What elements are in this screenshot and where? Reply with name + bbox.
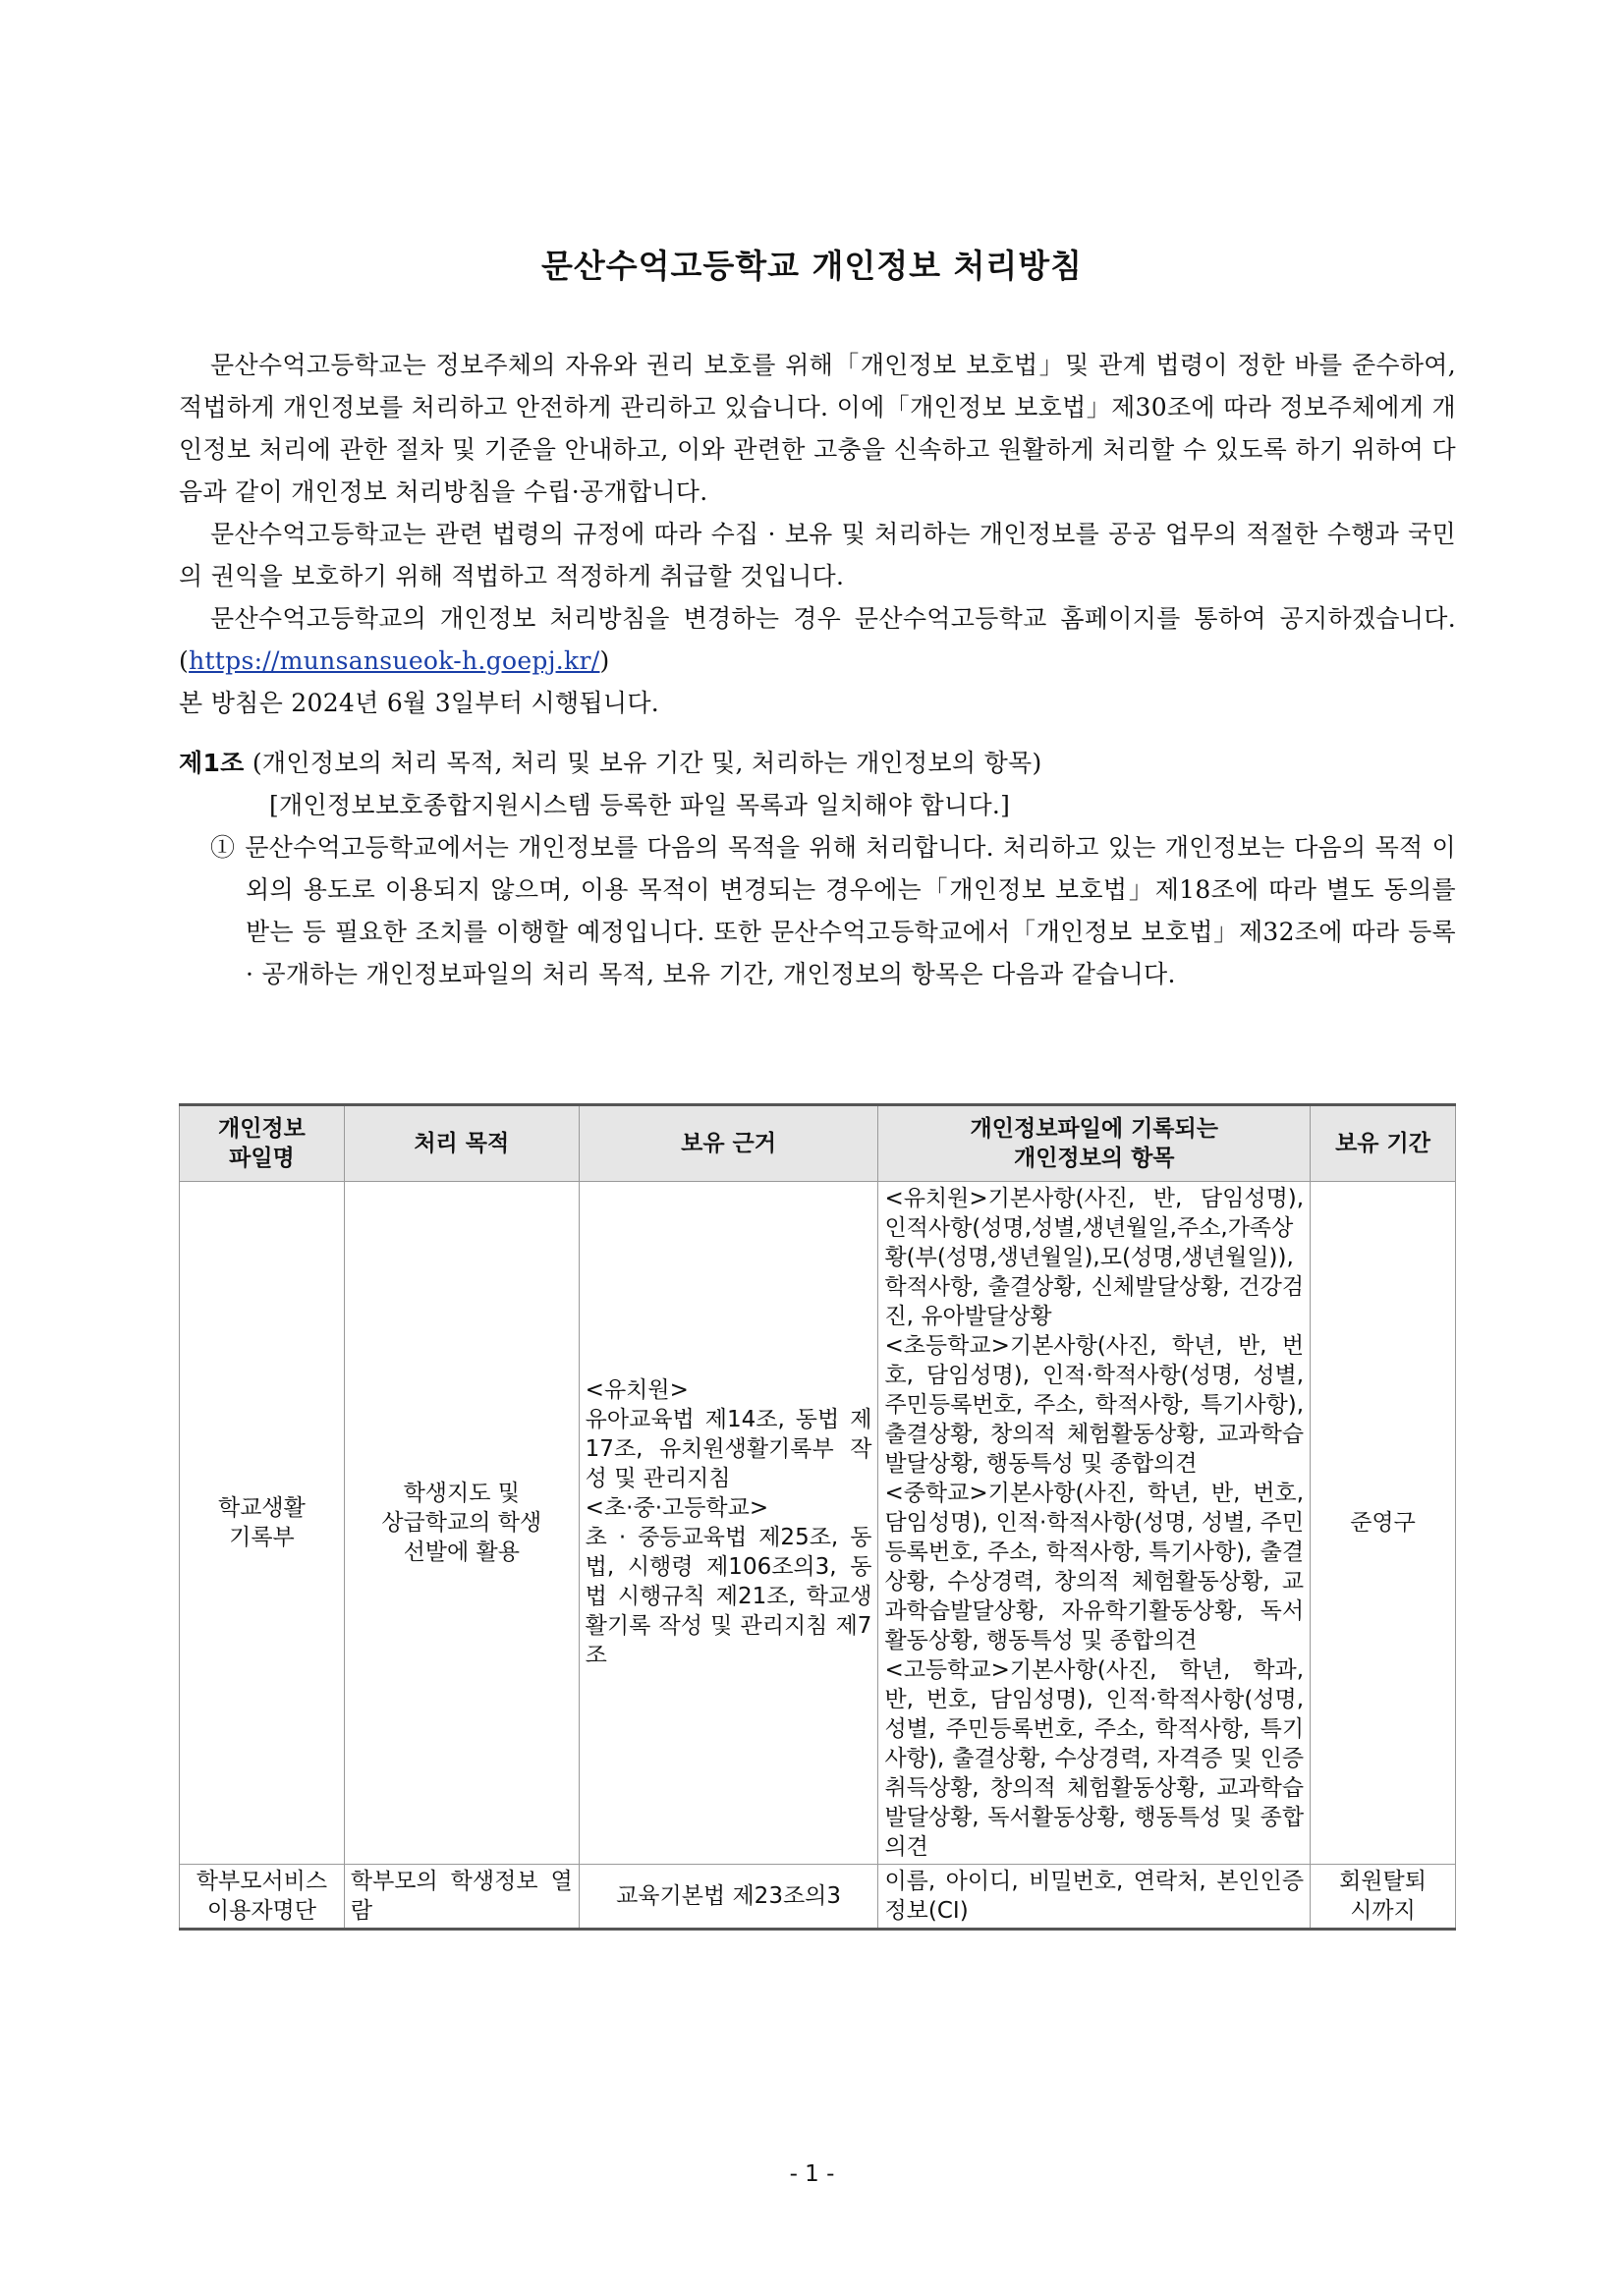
homepage-link[interactable]: https://munsansueok-h.goepj.kr/ bbox=[189, 646, 600, 675]
document-body bbox=[179, 344, 1456, 995]
cell-purpose: 학부모의 학생정보 열람 bbox=[344, 1865, 579, 1930]
header-items: 개인정보파일에 기록되는 개인정보의 항목 bbox=[878, 1105, 1311, 1182]
page-number: - 1 - bbox=[789, 2161, 835, 2187]
cell-basis: <유치원> 유아교육법 제14조, 동법 제17조, 유치원생활기록부 작성 및 관리지침 <초·중·고등학교> 초 · 중등교육법 제25조, 동법, 시행령 제106조의3, 동법 시행규칙 제21조, 학교생활기록 작성 및 관리지침 제7조 bbox=[579, 1182, 878, 1865]
header-period: 보유 기간 bbox=[1311, 1105, 1456, 1182]
article-1-label: 제1조 bbox=[179, 749, 245, 777]
cell-purpose: 학생지도 및 상급학교의 학생 선발에 활용 bbox=[344, 1182, 579, 1865]
cell-period: 회원탈퇴 시까지 bbox=[1311, 1865, 1456, 1930]
cell-items: <유치원>기본사항(사진, 반, 담임성명), 인적사항(성명,성별,생년월일,주소,가족상황(부(성명,생년월일),모(성명,생년월일)), 학적사항, 출결상황, 신체발달상황, 건강검진, 유아발달상황 <초등학교>기본사항(사진, 학년, 반, 번호, 담임성명), 인적·학적사항(성명, 성별, 주민등록번호, 주소, 학적사항, 특기사항), 출결상황, 창의적 체험활동상황, 교과학습발달상황, 행동특성 및 종합의견 <중학교>기본사항(사진, 학년, 반, 번호, 담임성명), 인적·학적사항(성명, 성별, 주민등록번호, 주소, 학적사항, 특기사항), 출결상황, 수상경력, 창의적 체험활동상황, 교과학습발달상황, 자유학기활동상황, 독서활동상황, 행동특성 및 종합의견 <고등학교>기본사항(사진, 학년, 학과, 반, 번호, 담임성명), 인적·학적사항(성명, 성별, 주민등록번호, 주소, 학적사항, 특기사항), 출결상황, 수상경력, 자격증 및 인증 취득상황, 창의적 체험활동상황, 교과학습발달상황, 독서활동상황, 행동특성 및 종합의견 bbox=[878, 1182, 1311, 1865]
notice-text-end: ) bbox=[599, 646, 610, 675]
table-row bbox=[180, 1182, 1456, 1865]
cell-file-name: 학부모서비스 이용자명단 bbox=[180, 1865, 345, 1930]
cell-file-name: 학교생활 기록부 bbox=[180, 1182, 345, 1865]
table-row bbox=[180, 1865, 1456, 1930]
article-1-title: (개인정보의 처리 목적, 처리 및 보유 기간 및, 처리하는 개인정보의 항목) bbox=[252, 749, 1042, 777]
intro-paragraph-3 bbox=[179, 597, 1456, 682]
cell-period: 준영구 bbox=[1311, 1182, 1456, 1865]
intro-paragraph-2: 문산수억고등학교는 관련 법령의 규정에 따라 수집 · 보유 및 처리하는 개인정보를 공공 업무의 적절한 수행과 국민의 권익을 보호하기 위해 적법하고 적정하게 취급할 것입니다. bbox=[179, 520, 1456, 590]
cell-items: 이름, 아이디, 비밀번호, 연락처, 본인인증정보(CI) bbox=[878, 1865, 1311, 1930]
header-file-name: 개인정보 파일명 bbox=[180, 1105, 345, 1182]
notice-text: 문산수억고등학교의 개인정보 처리방침을 변경하는 경우 문산수억고등학교 홈페이지를 통하여 공지하겠습니다.( bbox=[179, 604, 1456, 675]
intro-paragraph-1: 문산수억고등학교는 정보주체의 자유와 권리 보호를 위해「개인정보 보호법」및 관계 법령이 정한 바를 준수하여, 적법하게 개인정보를 처리하고 안전하게 관리하고 있습니다. 이에「개인정보 보호법」제30조에 따라 정보주체에게 개인정보 처리에 관한 절차 및 기준을 안내하고, 이와 관련한 고충을 신속하고 원활하게 처리할 수 있도록 하기 위하여 다음과 같이 개인정보 처리방침을 수립·공개합니다. bbox=[179, 351, 1456, 506]
header-basis: 보유 근거 bbox=[579, 1105, 878, 1182]
table-header-row bbox=[180, 1105, 1456, 1182]
personal-info-file-table bbox=[179, 1103, 1456, 1931]
header-purpose: 처리 목적 bbox=[344, 1105, 579, 1182]
article-1-item-1: ① 문산수억고등학교에서는 개인정보를 다음의 목적을 위해 처리합니다. 처리하고 있는 개인정보는 다음의 목적 이외의 용도로 이용되지 않으며, 이용 목적이 변경되는 경우에는「개인정보 보호법」제18조에 따라 별도 동의를 받는 등 필요한 조치를 이행할 예정입니다. 또한 문산수억고등학교에서「개인정보 보호법」제32조에 따라 등록 · 공개하는 개인정보파일의 처리 목적, 보유 기간, 개인정보의 항목은 다음과 같습니다. bbox=[210, 833, 1456, 988]
cell-basis: 교육기본법 제23조의3 bbox=[579, 1865, 878, 1930]
page-title: 문산수억고등학교 개인정보 처리방침 bbox=[540, 247, 1084, 285]
article-1-note: [개인정보보호종합지원시스템 등록한 파일 목록과 일치해야 합니다.] bbox=[269, 791, 1011, 819]
article-1-heading bbox=[179, 742, 1456, 784]
effective-date: 본 방침은 2024년 6월 3일부터 시행됩니다. bbox=[179, 689, 660, 717]
